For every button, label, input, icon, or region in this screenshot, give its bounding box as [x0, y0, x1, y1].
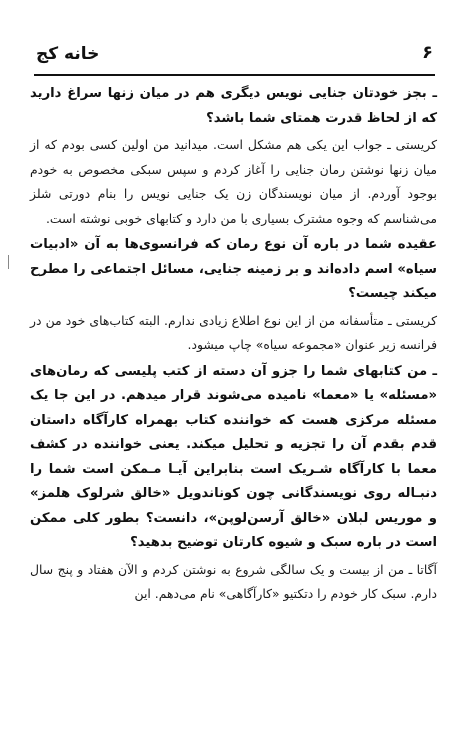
- header-rule: [34, 74, 435, 76]
- margin-mark: [8, 255, 9, 269]
- page-header: [30, 30, 437, 68]
- interview-answer: کریستی ـ جواب این یکی هم مشکل است. میدانید من اولین کسی بودم که از میان زنها نوشتن رمان جنایی را آغاز کردم و سپس سبکی مخصوص به خودم بوجود آوردم. از میان نویسندگان زن یک جنایی نویس را بنام دورتی شلز می‌شناسم که وجوه مشترک بسیاری با من دارد و کتابهای خوبی نوشته است.: [30, 137, 437, 226]
- interview-answer: کریستی ـ متأسفانه من از این نوع اطلاع زیادی ندارم. البته کتاب‌های خود من در فرانسه زیر عنوان «مجموعه سیاه» چاپ میشود.: [30, 312, 437, 352]
- interview-question: ـ من کتابهای شما را جزو آن دسته از کتب پلیسی که رمان‌های «مسئله» یا «معما» نامیده می‌شوند قرار میدهم. در این جا یک مسئله مرکزی هست که خواننده کتاب بهمراه کارآگاه داستان قدم بقدم آن را تجزیه و تحلیل میکند. یعنی خواننده در کشف معما با کارآگاه شـریک است بنابراین آیـا مـمکن است شما را دنبـاله روی نویسندگانی چون کوناندویل «خالق شرلوک هلمز» و موریس لبلان «خالق آرسن‌لوپن»، دانست؟ بطور کلی ممکن است در باره سبک و شیوه کارتان توضیح بدهید؟: [30, 363, 437, 550]
- page-body: [30, 82, 437, 607]
- interview-answer: آگاتا ـ من از بیست و یک سالگی شروع به نوشتن کردم و الآن هفتاد و پنج سال دارم. سبک کار خودم را دتکتیو «کارآگاهی» نام می‌دهم. این: [30, 561, 437, 601]
- page-number: ۶: [422, 42, 433, 63]
- interview-question: عقیده شما در باره آن نوع رمان که فرانسوی‌ها به آن «ادبیات سیاه» اسم داده‌اند و بر زمینه جنایی، مسائل اجتماعی را مطرح میکند چیست؟: [30, 237, 437, 301]
- running-title: خانه کج: [36, 44, 100, 64]
- interview-question: ـ بجز خودتان جنایی نویس دیگری هم در میان زنها سراغ دارید که از لحاظ قدرت همتای شما باشد؟: [30, 86, 437, 126]
